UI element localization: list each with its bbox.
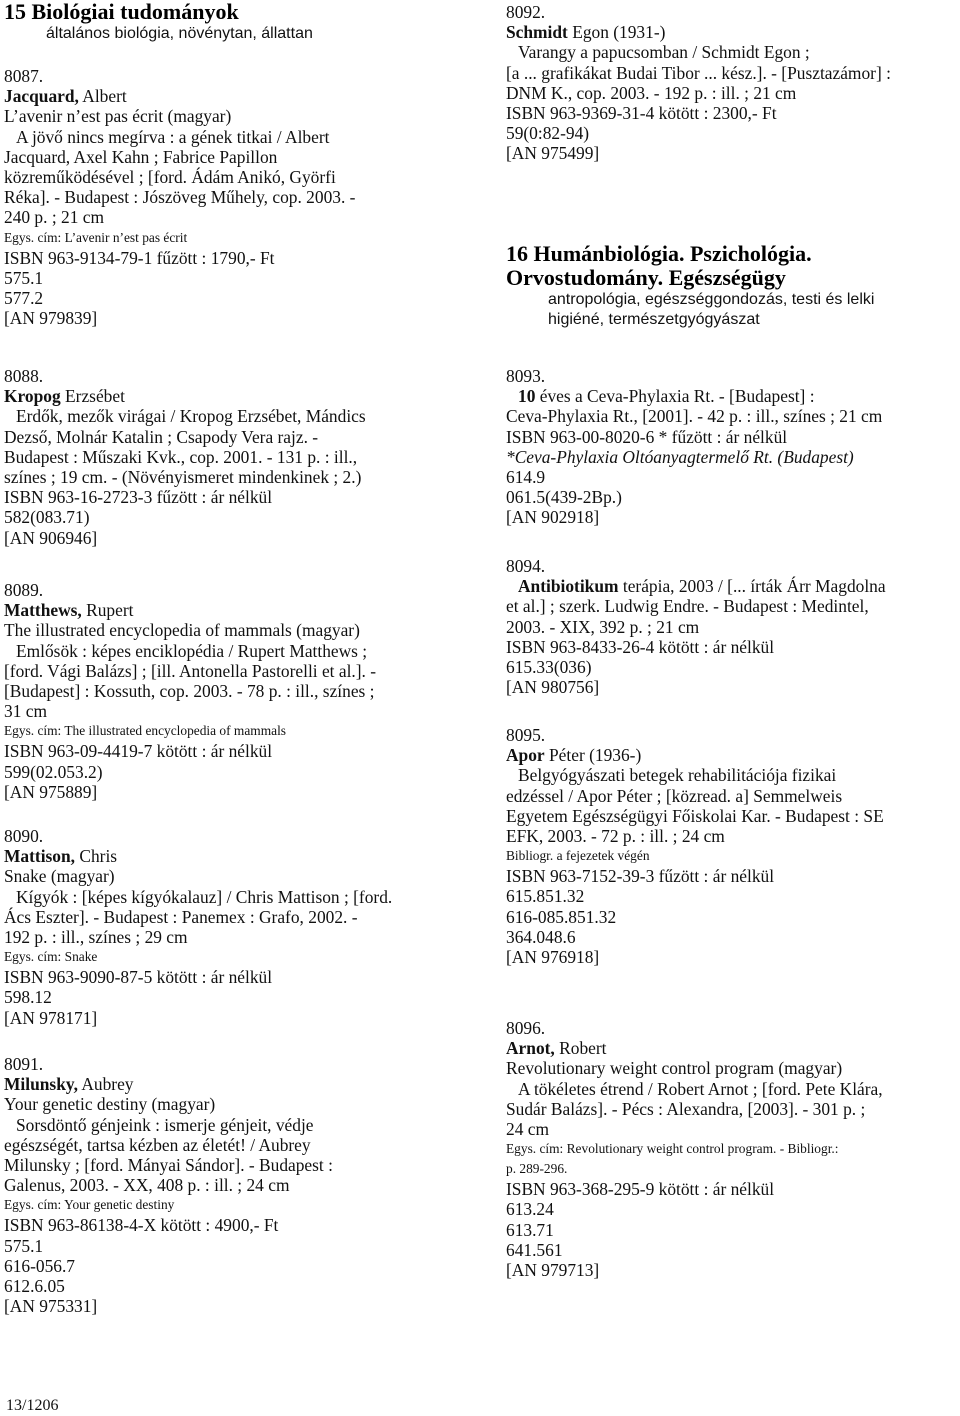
- entry-number: 8090.: [4, 826, 44, 846]
- entry-classification: 577.2: [4, 288, 44, 309]
- entry-author: Apor Péter (1936-): [506, 745, 642, 766]
- entry-an-number: [AN 979839]: [4, 308, 98, 329]
- entry-an-number: [AN 980756]: [506, 677, 600, 698]
- entry-line: Ács Eszter]. - Budapest : Panemex : Grafo, 2002. -: [4, 906, 358, 927]
- entry-number: 8096.: [506, 1018, 546, 1038]
- entry-8090: [4, 826, 474, 1028]
- entry-an-number: [AN 902918]: [506, 507, 600, 528]
- entry-note: Bibliogr. a fejezetek végén: [506, 848, 650, 864]
- entry-isbn: ISBN 963-16-2723-3 fűzött : ár nélkül: [4, 487, 273, 508]
- entry-original-title: Snake (magyar): [4, 866, 115, 887]
- entry-isbn: ISBN 963-9134-79-1 fűzött : 1790,- Ft: [4, 247, 275, 268]
- entry-line: Budapest : Műszaki Kvk., cop. 2001. - 131 p. : ill.,: [4, 446, 358, 467]
- entry-line: Jacquard, Axel Kahn ; Fabrice Papillon: [4, 146, 278, 167]
- entry-classification: 614.9: [506, 467, 546, 488]
- entry-line: egészségét, tartsa kézben az életét! / Aubrey: [4, 1134, 311, 1155]
- entry-line: 31 cm: [4, 701, 47, 722]
- entry-classification: 59(0:82-94): [506, 123, 590, 144]
- entry-isbn: ISBN 963-7152-39-3 fűzött : ár nélkül: [506, 866, 775, 887]
- entry-line: Belgyógyászati betegek rehabilitációja fizikai: [518, 765, 837, 786]
- entry-an-number: [AN 979713]: [506, 1260, 600, 1281]
- entry-original-title: Revolutionary weight control program (magyar): [506, 1058, 843, 1079]
- entry-classification: 613.24: [506, 1199, 554, 1220]
- entry-isbn: ISBN 963-368-295-9 kötött : ár nélkül: [506, 1179, 775, 1200]
- entry-author: Mattison, Chris: [4, 846, 118, 867]
- entry-classification: 598.12: [4, 987, 52, 1008]
- entry-classification: 613.71: [506, 1219, 554, 1240]
- section-subtitle: általános biológia, növénytan, állattan: [46, 25, 313, 42]
- entry-isbn: ISBN 963-09-4419-7 kötött : ár nélkül: [4, 741, 273, 762]
- entry-line: Egyetem Egészségügyi Főiskolai Kar. - Budapest : SE: [506, 805, 884, 826]
- entry-note: p. 289-296.: [506, 1161, 568, 1177]
- entry-line: 2003. - XIX, 392 p. ; 21 cm: [506, 616, 700, 637]
- entry-classification: 615.33(036): [506, 657, 592, 678]
- entry-8087: [4, 66, 474, 328]
- entry-line: A jövő nincs megírva : a gének titkai / Albert: [16, 126, 330, 147]
- section-title: 16 Humánbiológia. Pszichológia.: [506, 241, 812, 266]
- entry-title-line: 10 éves a Ceva-Phylaxia Rt. - [Budapest] :: [518, 386, 815, 407]
- entry-number: 8088.: [4, 366, 44, 386]
- entry-line: [Budapest] : Kossuth, cop. 2003. - 78 p. : ill., színes ;: [4, 681, 375, 702]
- entry-an-number: [AN 906946]: [4, 527, 98, 548]
- entry-isbn: ISBN 963-86138-4-X kötött : 4900,- Ft: [4, 1215, 279, 1236]
- entry-classification: 364.048.6: [506, 926, 576, 947]
- entry-isbn: ISBN 963-00-8020-6 * fűzött : ár nélkül: [506, 426, 788, 447]
- entry-line: EFK, 2003. - 72 p. : ill. ; 24 cm: [506, 826, 725, 847]
- entry-an-number: [AN 976918]: [506, 947, 600, 968]
- entry-author: Milunsky, Aubrey: [4, 1074, 134, 1095]
- entry-line: Galenus, 2003. - XX, 408 p. : ill. ; 24 cm: [4, 1175, 290, 1196]
- entry-original-title: L’avenir n’est pas écrit (magyar): [4, 106, 232, 127]
- entry-classification: 612.6.05: [4, 1276, 65, 1297]
- entry-title-line: Antibiotikum terápia, 2003 / [... írták Árr Magdolna: [518, 576, 886, 597]
- entry-line: Erdők, mezők virágai / Kropog Erzsébet, Mándics: [16, 406, 366, 427]
- entry-line: 192 p. : ill., színes ; 29 cm: [4, 927, 188, 948]
- entry-classification: 616-056.7: [4, 1255, 76, 1276]
- entry-line: Sorsdöntő génjeink : ismerje génjeit, védje: [16, 1114, 314, 1135]
- entry-original-title: Your genetic destiny (magyar): [4, 1094, 216, 1115]
- entry-line: Sudár Balázs]. - Pécs : Alexandra, [2003]. - 301 p. ;: [506, 1098, 866, 1119]
- entry-an-number: [AN 975499]: [506, 143, 600, 164]
- entry-line: [ford. Vági Balázs] ; [ill. Antonella Pastorelli et al.]. -: [4, 660, 377, 681]
- entry-line: edzéssel / Apor Péter ; [közread. a] Semmelweis: [506, 785, 843, 806]
- entry-line: Milunsky ; [ford. Mányai Sándor]. - Budapest :: [4, 1155, 333, 1176]
- entry-line: [a ... grafikákat Budai Tibor ... kész.]. - [Pusztazámor] :: [506, 62, 891, 83]
- entry-author: Jacquard, Albert: [4, 86, 127, 107]
- entry-line: közreműködésével ; [ford. Ádám Anikó, Györfi: [4, 167, 336, 188]
- entry-author: Kropog Erzsébet: [4, 386, 125, 407]
- entry-number: 8087.: [4, 66, 44, 86]
- entry-an-number: [AN 978171]: [4, 1007, 98, 1028]
- entry-an-number: [AN 975331]: [4, 1296, 98, 1317]
- entry-number: 8095.: [506, 725, 546, 745]
- entry-line: A tökéletes étrend / Robert Arnot ; [ford. Pete Klára,: [518, 1078, 883, 1099]
- entry-number: 8091.: [4, 1054, 44, 1074]
- entry-note: Egys. cím: Revolutionary weight control program. - Bibliogr.:: [506, 1141, 839, 1157]
- entry-line: Ceva-Phylaxia Rt., [2001]. - 42 p. : ill., színes ; 21 cm: [506, 406, 883, 427]
- entry-line: Réka]. - Budapest : Jószöveg Műhely, cop. 2003. -: [4, 187, 356, 208]
- entry-note: Egys. cím: L’avenir n’est pas écrit: [4, 229, 188, 245]
- entry-corporate-author: *Ceva-Phylaxia Oltóanyagtermelő Rt. (Budapest): [506, 446, 854, 467]
- section-subtitle: higiéné, természetgyógyászat: [548, 311, 760, 328]
- entry-note: Egys. cím: Your genetic destiny: [4, 1197, 175, 1213]
- entry-line: et al.] ; szerk. Ludwig Endre. - Budapest : Medintel,: [506, 596, 869, 617]
- entry-classification: 575.1: [4, 267, 44, 288]
- entry-line: Emlősök : képes enciklopédia / Rupert Matthews ;: [16, 640, 368, 661]
- entry-number: 8092.: [506, 2, 546, 22]
- section-15-heading: [4, 0, 474, 44]
- entry-isbn: ISBN 963-8433-26-4 kötött : ár nélkül: [506, 636, 775, 657]
- entry-note: Egys. cím: Snake: [4, 949, 98, 965]
- entry-number: 8089.: [4, 580, 44, 600]
- entry-8091: [4, 1054, 474, 1316]
- entry-8092: [506, 2, 958, 164]
- entry-number: 8093.: [506, 366, 546, 386]
- entry-author: Matthews, Rupert: [4, 600, 134, 621]
- section-16-heading: [506, 242, 958, 330]
- entry-original-title: The illustrated encyclopedia of mammals (magyar): [4, 620, 360, 641]
- entry-classification: 599(02.053.2): [4, 761, 103, 782]
- entry-line: 240 p. ; 21 cm: [4, 207, 104, 228]
- section-subtitle: antropológia, egészséggondozás, testi és lelki: [548, 291, 875, 308]
- entry-classification: 641.561: [506, 1239, 563, 1260]
- entry-line: Dezső, Molnár Katalin ; Csapody Vera rajz. -: [4, 426, 319, 447]
- entry-number: 8094.: [506, 556, 546, 576]
- entry-line: színes ; 19 cm. - (Növényismeret mindenkinek ; 2.): [4, 467, 362, 488]
- section-title: 15 Biológiai tudományok: [4, 0, 239, 24]
- section-title: Orvostudomány. Egészségügy: [506, 265, 786, 290]
- entry-8093: [506, 366, 958, 528]
- entry-classification: 582(083.71): [4, 507, 90, 528]
- entry-8096: [506, 1018, 958, 1280]
- entry-classification: 061.5(439-2Bp.): [506, 487, 622, 508]
- entry-line: DNM K., cop. 2003. - 192 p. : ill. ; 21 cm: [506, 82, 797, 103]
- entry-8088: [4, 366, 474, 548]
- entry-line: Kígyók : [képes kígyókalauz] / Chris Mattison ; [ford.: [16, 886, 393, 907]
- entry-author: Schmidt Egon (1931-): [506, 22, 666, 43]
- entry-isbn: ISBN 963-9369-31-4 kötött : 2300,- Ft: [506, 103, 777, 124]
- entry-note: Egys. cím: The illustrated encyclopedia of mammals: [4, 723, 286, 739]
- entry-8089: [4, 580, 474, 802]
- entry-isbn: ISBN 963-9090-87-5 kötött : ár nélkül: [4, 967, 273, 988]
- entry-classification: 616-085.851.32: [506, 906, 617, 927]
- page-number: 13/1206: [6, 1397, 59, 1414]
- entry-an-number: [AN 975889]: [4, 781, 98, 802]
- entry-classification: 615.851.32: [506, 886, 585, 907]
- entry-8095: [506, 725, 958, 967]
- entry-line: 24 cm: [506, 1119, 549, 1140]
- entry-line: Varangy a papucsomban / Schmidt Egon ;: [518, 42, 810, 63]
- entry-classification: 575.1: [4, 1235, 44, 1256]
- entry-8094: [506, 556, 958, 697]
- entry-author: Arnot, Robert: [506, 1038, 607, 1059]
